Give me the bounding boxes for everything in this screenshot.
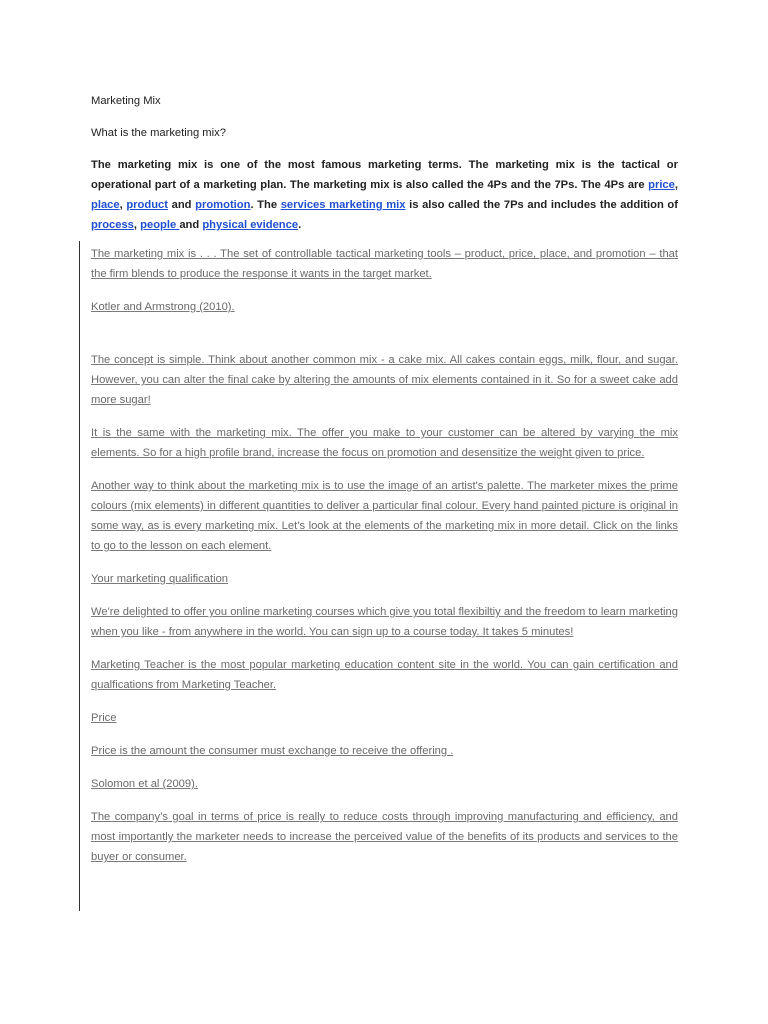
citation: Kotler and Armstrong (2010).: [91, 301, 235, 313]
intro-separator: ,: [133, 219, 141, 231]
citation: Solomon et al (2009).: [91, 778, 198, 790]
price-link[interactable]: price: [648, 179, 675, 191]
body-paragraph: The company’s goal in terms of price is really to reduce costs through improving manufacturing and efficiency, and most importantly the marketer needs to increase the perceived value of the benefits of its products and services to the buyer or consumer.: [91, 811, 678, 863]
intro-text: and: [167, 199, 196, 211]
place-link[interactable]: place: [91, 199, 120, 211]
body-paragraph: Marketing Teacher is the most popular marketing education content site in the world. You can gain certification and qualfications from Marketing Teacher.: [91, 659, 678, 691]
services-marketing-mix-link[interactable]: services marketing mix: [280, 199, 406, 211]
intro-text: . The: [250, 199, 281, 211]
intro-paragraph: [91, 155, 678, 235]
section-question: What is the marketing mix?: [91, 127, 226, 139]
tracked-content: [91, 244, 678, 880]
change-bar: [79, 241, 80, 911]
promotion-link[interactable]: promotion: [195, 199, 251, 211]
intro-text: The marketing mix is one of the most famous marketing terms. The marketing mix is the tactical or operational part of a marketing plan. The marketing mix is also called the 4Ps and the 7Ps. The 4Ps are: [91, 159, 678, 191]
intro-text: .: [298, 219, 302, 231]
process-link[interactable]: process: [91, 219, 134, 231]
section-heading: Your marketing qualification: [91, 573, 229, 585]
section-heading: Price: [91, 712, 117, 724]
body-paragraph: Price is the amount the consumer must exchange to receive the offering .: [91, 745, 454, 757]
product-link[interactable]: product: [126, 199, 168, 211]
document-title: Marketing Mix: [91, 95, 161, 107]
intro-text: is also called the 7Ps and includes the addition of: [405, 199, 678, 211]
intro-text: and: [179, 219, 203, 231]
document-header: [91, 91, 678, 235]
definition-paragraph: The marketing mix is . . . The set of controllable tactical marketing tools – product, price, place, and promotion – that the firm blends to produce the response it wants in the target market.: [91, 248, 678, 280]
intro-separator: ,: [674, 179, 678, 191]
people-link[interactable]: people: [140, 219, 180, 231]
body-paragraph: Another way to think about the marketing mix is to use the image of an artist's palette. The marketer mixes the prime colours (mix elements) in different quantities to deliver a particular final colour. Every hand painted picture is original in some way, as is every marketing mix. Let’s look at the elements of the marketing mix in more detail. Click on the links to go to the lesson on each element.: [91, 480, 678, 552]
body-paragraph: The concept is simple. Think about another common mix - a cake mix. All cakes contain eggs, milk, flour, and sugar. However, you can alter the final cake by altering the amounts of mix elements contained in it. So for a sweet cake add more sugar!: [91, 354, 678, 406]
body-paragraph: It is the same with the marketing mix. The offer you make to your customer can be altered by varying the mix elements. So for a high profile brand, increase the focus on promotion and desensitize the weight given to price.: [91, 427, 678, 459]
physical-evidence-link[interactable]: physical evidence: [202, 219, 299, 231]
intro-separator: ,: [119, 199, 127, 211]
body-paragraph: We're delighted to offer you online marketing courses which give you total flexibiltiy and the freedom to learn marketing when you like - from anywhere in the world. You can sign up to a course today. It takes 5 minutes!: [91, 606, 678, 638]
